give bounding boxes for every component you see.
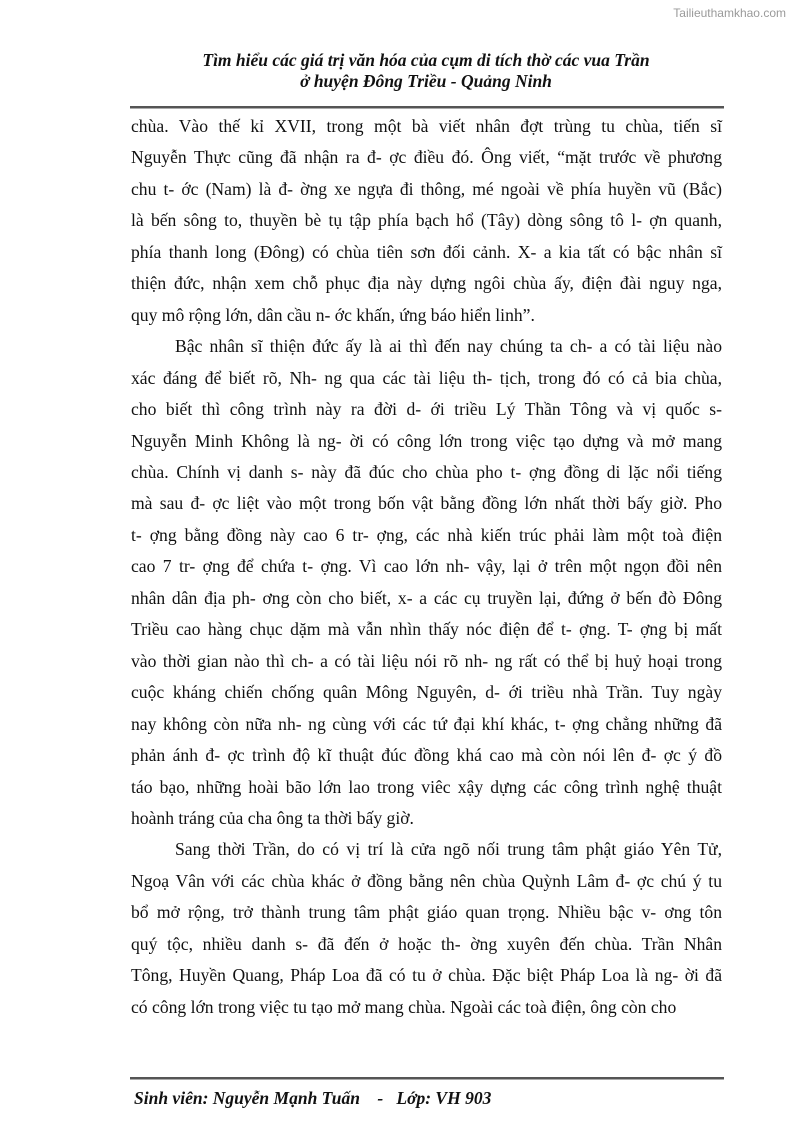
text-line: cho biết thì công trình này ra đời d- ới triều Lý Thần Tông và vị quốc s- — [131, 399, 722, 420]
text-line: chùa. Vào thế kỉ XVII, trong một bà viết nhân đợt trùng tu chùa, tiến sĩ — [131, 116, 722, 136]
text-line: Bậc nhân sĩ thiện đức ấy là ai thì đến nay chúng ta ch- a có tài liệu nào — [175, 336, 722, 357]
text-line: mà sau đ- ợc liệt vào một trong bốn vật bằng đồng lớn nhất thời bấy giờ. Pho — [131, 493, 722, 514]
text-line: Tông, Huyền Quang, Pháp Loa đã có tu ở chùa. Đặc biệt Pháp Loa là ng- ời đã — [131, 965, 722, 986]
text-line: Nguyễn Thực cũng đã nhận ra đ- ợc điều đó. Ông viết, “mặt trước về phương — [131, 147, 722, 168]
text-line: chu t- ớc (Nam) là đ- ờng xe ngựa đi thông, mé ngoài về phía huyền vũ (Bắc) — [131, 178, 722, 199]
text-line: táo bạo, những hoài bão lớn lao trong viêc xậy dựng các công trình nghệ thuật — [131, 776, 722, 797]
footer-student-info: Sinh viên: Nguyễn Mạnh Tuấn - Lớp: VH 903 — [134, 1088, 492, 1108]
text-line: Nguyễn Minh Không là ng- ời có công lớn trong việc tạo dựng và mở mang — [131, 430, 722, 451]
header-title-line-1: Tìm hiểu các giá trị văn hóa của cụm di tích thờ các vua Trần — [202, 50, 650, 70]
text-line: vào thời gian nào thì ch- a có tài liệu nói rõ nh- ng rất có thể bị huỷ hoại trong — [131, 650, 722, 671]
body-text — [131, 111, 722, 1023]
text-line: bổ mở rộng, trở thành trung tâm phật giáo quan trọng. Nhiều bậc v- ơng tôn — [131, 902, 722, 923]
text-line: có công lớn trong việc tu tạo mở mang chùa. Ngoài các toà điện, ông còn cho — [131, 996, 677, 1017]
text-line: Sang thời Trần, do có vị trí là cửa ngõ nối trung tâm phật giáo Yên Tử, — [175, 839, 722, 860]
text-line: thiện đức, nhận xem chỗ phục địa này dựng ngôi chùa ấy, điện đài nguy nga, — [131, 273, 722, 294]
footer-rule — [130, 1077, 724, 1080]
text-line: chùa. Chính vị danh s- này đã đúc cho chùa pho t- ợng đồng di lặc nổi tiếng — [131, 461, 722, 482]
text-line: hoành tráng của cha ông ta thời bấy giờ. — [131, 807, 414, 828]
text-line: nhân dân địa ph- ơng còn cho biết, x- a các cụ truyền lại, đứng ở bến đò Đông — [131, 587, 722, 608]
text-line: cuộc kháng chiến chống quân Mông Nguyên, d- ới triều nhà Trần. Tuy ngày — [131, 682, 722, 703]
watermark: Tailieuthamkhao.com — [673, 6, 786, 20]
text-line: Ngoạ Vân với các chùa khác ở đồng bằng nên chùa Quỳnh Lâm đ- ợc chú ý tu — [131, 870, 722, 891]
text-line: cao 7 tr- ợng để chứa t- ợng. Vì cao lớn nh- vậy, lại ở trên một ngọn đồi nên — [131, 556, 722, 577]
text-line: nay không còn nữa nh- ng cùng với các tứ đại khí khác, t- ợng chẳng những đã — [131, 713, 722, 734]
text-line: quy mô rộng lớn, dân cầu n- ớc khấn, ứng báo hiển linh”. — [131, 304, 535, 325]
text-line: Triều cao hàng chục dặm mà vẫn nhìn thấy nóc điện để t- ợng. T- ợng bị mất — [131, 619, 722, 640]
header-title-line-2: ở huyện Đông Triều - Quảng Ninh — [300, 71, 552, 91]
page-header — [130, 50, 722, 92]
text-line: quý tộc, nhiều danh s- đã đến ở hoặc th- ờng xuyên đến chùa. Trần Nhân — [131, 933, 722, 954]
text-line: là bến sông to, thuyền bè tụ tập phía bạch hổ (Tây) dòng sông tô l- ợn quanh, — [131, 210, 722, 231]
header-rule — [130, 106, 724, 109]
text-line: phản ánh đ- ợc trình độ kĩ thuật đúc đồng khá cao mà còn nói lên đ- ợc ý đồ — [131, 745, 722, 766]
text-line: t- ợng bằng đồng này cao 6 tr- ợng, các nhà kiến trúc phải làm một toà điện — [131, 524, 722, 545]
text-line: phía thanh long (Đông) có chùa tiên sơn đối cảnh. X- a kia tất có bậc nhân sĩ — [131, 241, 722, 262]
text-line: xác đáng để biết rõ, Nh- ng qua các tài liệu th- tịch, trong đó có cả bia chùa, — [131, 367, 722, 388]
